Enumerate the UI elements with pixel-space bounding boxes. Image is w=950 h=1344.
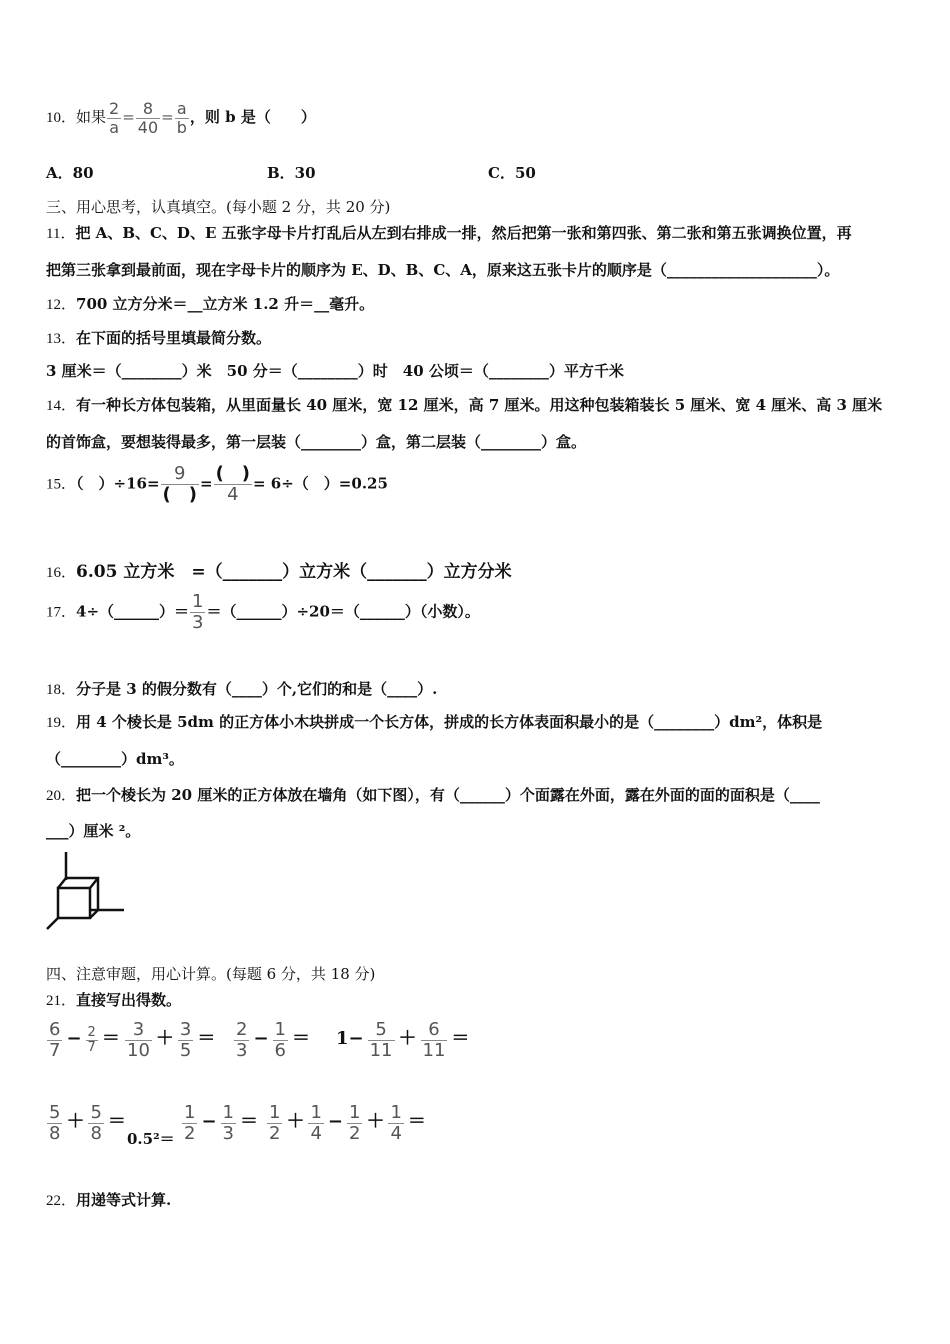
q14-line1: 14．有一种长方体包装箱，从里面量长 40 厘米，宽 12 厘米，高 7 厘米。用这种包装箱装长 5 厘米、宽 4 厘米、高 3 厘米 xyxy=(46,396,883,414)
q14-line2: 的首饰盒，要想装得最多，第一层装（________）盒，第二层装（________）盒。 xyxy=(46,433,587,451)
q12: 12．700 立方分米＝__立方米 1.2 升＝__毫升。 xyxy=(46,295,375,313)
cube-corner-figure xyxy=(44,850,128,932)
q18: 18．分子是 3 的假分数有（____）个,它们的和是（____）. xyxy=(46,680,438,698)
q21-expr-7: $\frac{1}{2}$ − $\frac{1}{3}$ ＝ xyxy=(184,1102,258,1144)
q17: 17．4÷（______）＝ $\frac{1}{3}$ ＝（______）÷20＝（______）（小数）。 xyxy=(46,591,480,633)
fraction: $\frac{9}{( )}$ xyxy=(162,463,197,505)
q20-line2: ___）厘米 ²。 xyxy=(46,822,141,840)
q15: 15．（ ）÷16= $\frac{9}{( )}$ = $\frac{( )}{4}$ = 6÷（ ）=0.25 xyxy=(46,463,388,505)
q10-option-b: B．30 xyxy=(267,164,316,182)
q21-expr-2: $\frac{3}{10}$ ＋ $\frac{3}{5}$ ＝ xyxy=(127,1019,216,1061)
q10-option-a: A．80 xyxy=(46,164,94,182)
q21-expr-8: $\frac{1}{2}$ ＋ $\frac{1}{4}$ − $\frac{1}{2}$ ＋ $\frac{1}{4}$ ＝ xyxy=(269,1102,426,1144)
q16: 16．6.05 立方米 =（_______）立方米（_______）立方分米 xyxy=(46,562,512,582)
q21-expr-3: $\frac{2}{3}$ − $\frac{1}{6}$ ＝ xyxy=(236,1019,310,1061)
q21-expr-4: 1− $\frac{5}{11}$ ＋ $\frac{6}{11}$ ＝ xyxy=(336,1019,470,1061)
fraction: $\frac{1}{3}$ xyxy=(192,591,204,633)
q11-line2: 把第三张拿到最前面，现在字母卡片的顺序为 E、D、B、C、A，原来这五张卡片的顺序是（____________________）。 xyxy=(46,261,840,279)
section-4-heading: 四、注意审题，用心计算。(每题 6 分，共 18 分) xyxy=(46,965,376,983)
fraction: $\frac{2}{a}$ xyxy=(109,99,120,137)
q21-expr-1: $\frac{6}{7}$ − $\frac{2}{7}$ ＝ xyxy=(49,1019,120,1061)
fraction: $\frac{a}{b}$ xyxy=(176,99,187,137)
q13-blanks: 3 厘米＝（________）米 50 分＝（________）时 40 公顷＝（________）平方千米 xyxy=(46,362,624,380)
q11-line1: 11．把 A、B、C、D、E 五张字母卡片打乱后从左到右排成一排，然后把第一张和第四张、第二张和第五张调换位置，再 xyxy=(46,224,852,242)
question-number: 10． xyxy=(46,110,77,127)
q19-line1: 19．用 4 个棱长是 5dm 的正方体小木块拼成一个长方体，拼成的长方体表面积最小的是（________）dm²，体积是 xyxy=(46,713,823,731)
section-3-heading: 三、用心思考，认真填空。(每小题 2 分，共 20 分) xyxy=(46,198,391,216)
q19-line2: （________）dm³。 xyxy=(46,750,184,768)
q10-stem: 10．如果 $\frac{2}{a}$ = $\frac{8}{40}$ = $\frac{a}{b}$ ，则 b 是（ ） xyxy=(46,99,316,137)
fraction: $\frac{8}{40}$ xyxy=(137,99,159,137)
fraction: $\frac{( )}{4}$ xyxy=(215,463,251,505)
q13-stem: 13．在下面的括号里填最简分数。 xyxy=(46,329,272,347)
q10-option-c: C．50 xyxy=(488,164,536,182)
q22: 22．用递等式计算. xyxy=(46,1191,172,1209)
q21-stem: 21．直接写出得数。 xyxy=(46,991,182,1009)
q20-line1: 20．把一个棱长为 20 厘米的正方体放在墙角（如下图），有（______）个面露在外面，露在外面的面的面积是（____ xyxy=(46,786,820,804)
q21-expr-6: 0.5²＝ xyxy=(127,1130,175,1148)
q21-expr-5: $\frac{5}{8}$ ＋ $\frac{5}{8}$ ＝ xyxy=(49,1102,126,1144)
